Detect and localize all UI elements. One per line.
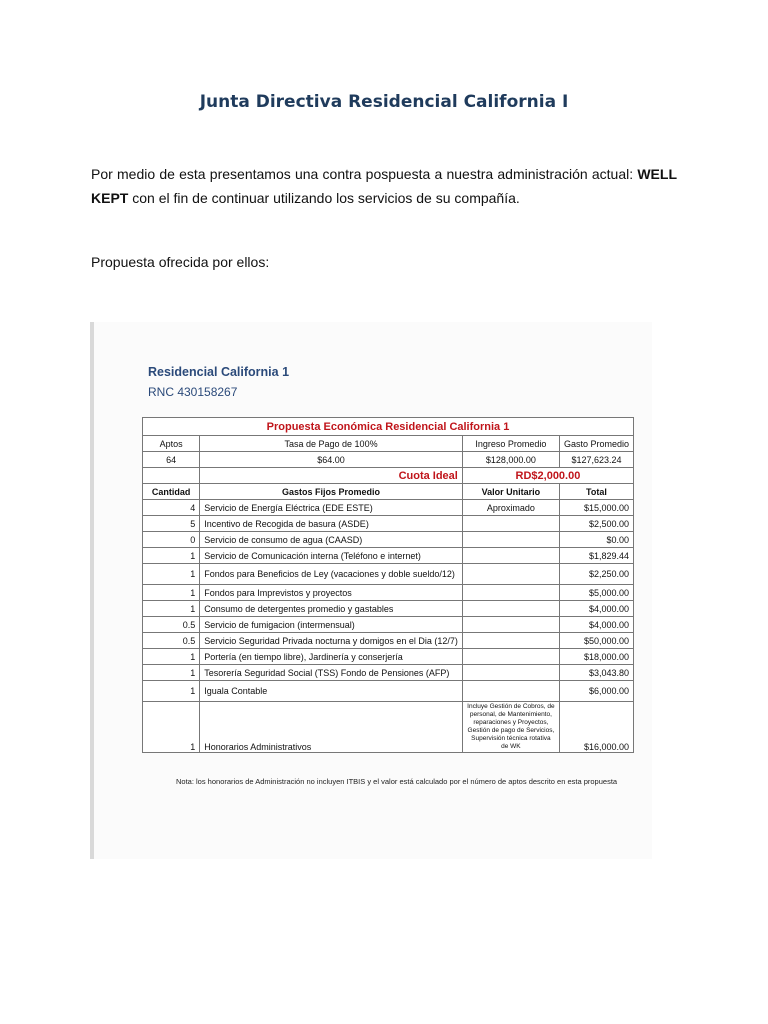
table-row	[143, 617, 634, 633]
cuota-row	[143, 468, 634, 484]
item-description: Incentivo de Recogida de basura (ASDE)	[200, 516, 463, 532]
item-description: Iguala Contable	[200, 681, 463, 702]
summary-header: Tasa de Pago de 100%	[200, 436, 463, 452]
table-footnote: Nota: los honorarios de Administración no incluyen ITBIS y el valor está calculado por el número de aptos descrito en esta propuesta	[176, 777, 618, 786]
item-total: $5,000.00	[559, 585, 633, 601]
intro-tail: con el fin de continuar utilizando los servicios de su compañía.	[132, 190, 520, 206]
items-header: Total	[559, 484, 633, 500]
summary-value: $128,000.00	[462, 452, 559, 468]
table-row	[143, 516, 634, 532]
item-description: Portería (en tiempo libre), Jardinería y conserjería	[200, 649, 463, 665]
table-row	[143, 601, 634, 617]
item-unit-value	[462, 633, 559, 649]
item-quantity: 1	[143, 649, 200, 665]
proposal-table	[142, 417, 634, 753]
summary-value: 64	[143, 452, 200, 468]
item-quantity: 4	[143, 500, 200, 516]
item-description: Fondos para Imprevistos y proyectos	[200, 585, 463, 601]
item-unit-value	[462, 601, 559, 617]
table-row	[143, 564, 634, 585]
item-unit-value	[462, 564, 559, 585]
item-description: Servicio de Energía Eléctrica (EDE ESTE)	[200, 500, 463, 516]
item-total: $0.00	[559, 532, 633, 548]
item-total: $4,000.00	[559, 601, 633, 617]
items-header: Valor Unitario	[462, 484, 559, 500]
item-unit-value	[462, 585, 559, 601]
item-unit-value	[462, 649, 559, 665]
item-total: $16,000.00	[559, 702, 633, 753]
table-title: Propuesta Económica Residencial California 1	[143, 418, 634, 436]
table-row	[143, 681, 634, 702]
items-header-row	[143, 484, 634, 500]
summary-header-row	[143, 436, 634, 452]
item-total: $4,000.00	[559, 617, 633, 633]
proposal-image	[90, 322, 652, 859]
company-name: Residencial California 1	[148, 365, 290, 379]
item-description: Tesorería Seguridad Social (TSS) Fondo de Pensiones (AFP)	[200, 665, 463, 681]
table-row	[143, 500, 634, 516]
item-total: $50,000.00	[559, 633, 633, 649]
items-header: Gastos Fijos Promedio	[200, 484, 463, 500]
item-unit-value	[462, 681, 559, 702]
page-title: Junta Directiva Residencial California I	[199, 92, 569, 112]
item-quantity: 1	[143, 564, 200, 585]
summary-header: Aptos	[143, 436, 200, 452]
table-row	[143, 585, 634, 601]
item-quantity: 1	[143, 702, 200, 753]
summary-header: Gasto Promedio	[559, 436, 633, 452]
table-title-row	[143, 418, 634, 436]
table-row	[143, 633, 634, 649]
intro-company: WELL KEPT	[91, 166, 677, 206]
item-quantity: 1	[143, 601, 200, 617]
item-total: $3,043.80	[559, 665, 633, 681]
items-body	[143, 500, 634, 753]
item-quantity: 0.5	[143, 617, 200, 633]
summary-value: $64.00	[200, 452, 463, 468]
item-quantity: 1	[143, 681, 200, 702]
item-description: Servicio de consumo de agua (CAASD)	[200, 532, 463, 548]
item-total: $15,000.00	[559, 500, 633, 516]
item-unit-value	[462, 516, 559, 532]
item-description: Honorarios Administrativos	[200, 702, 463, 753]
cuota-value: RD$2,000.00	[462, 468, 633, 484]
intro-paragraph	[91, 162, 677, 210]
item-total: $1,829.44	[559, 548, 633, 564]
table-row	[143, 548, 634, 564]
item-quantity: 1	[143, 548, 200, 564]
item-description: Servicio de fumigacion (intermensual)	[200, 617, 463, 633]
intro-text: Por medio de esta presentamos una contra pospuesta a nuestra administración actual:	[91, 166, 634, 182]
items-header: Cantidad	[143, 484, 200, 500]
table-row	[143, 532, 634, 548]
item-quantity: 0.5	[143, 633, 200, 649]
cuota-label: Cuota Ideal	[200, 468, 463, 484]
item-quantity: 1	[143, 585, 200, 601]
proposal-label: Propuesta ofrecida por ellos:	[91, 254, 270, 270]
item-total: $18,000.00	[559, 649, 633, 665]
table-row	[143, 649, 634, 665]
item-total: $2,500.00	[559, 516, 633, 532]
item-description: Servicio Seguridad Privada nocturna y domigos en el Dia (12/7)	[200, 633, 463, 649]
summary-header: Ingreso Promedio	[462, 436, 559, 452]
item-unit-value: Incluye Gestión de Cobros, de personal, de Mantenimiento, reparaciones y Proyectos, Gestión de pago de Servicios, Supervisión técnica rotativa de WK	[462, 702, 559, 753]
item-quantity: 0	[143, 532, 200, 548]
item-description: Fondos para Beneficios de Ley (vacaciones y doble sueldo/12)	[200, 564, 463, 585]
item-description: Consumo de detergentes promedio y gastables	[200, 601, 463, 617]
item-total: $6,000.00	[559, 681, 633, 702]
item-unit-value	[462, 617, 559, 633]
summary-value: $127,623.24	[559, 452, 633, 468]
table-row	[143, 702, 634, 753]
item-total: $2,250.00	[559, 564, 633, 585]
item-unit-value	[462, 665, 559, 681]
item-unit-value	[462, 548, 559, 564]
table-row	[143, 665, 634, 681]
item-quantity: 5	[143, 516, 200, 532]
item-description: Servicio de Comunicación interna (Teléfono e internet)	[200, 548, 463, 564]
summary-value-row	[143, 452, 634, 468]
item-unit-value: Aproximado	[462, 500, 559, 516]
item-quantity: 1	[143, 665, 200, 681]
company-rnc: RNC 430158267	[148, 385, 238, 399]
item-unit-value	[462, 532, 559, 548]
